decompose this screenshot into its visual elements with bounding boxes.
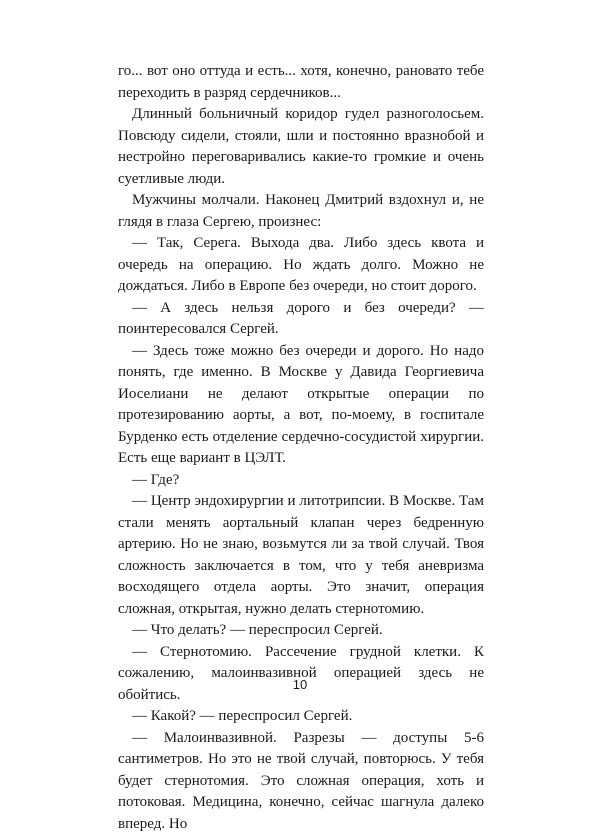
paragraph-10: — Стернотомию. Рассечение грудной клетки. К сожалению, малоинвазивной операцией здесь не обойтись. xyxy=(118,642,484,707)
paragraph-3: Мужчины молчали. Наконец Дмитрий вздохнул и, не глядя в глаза Сергею, произнес: xyxy=(118,190,484,233)
paragraph-5: — А здесь нельзя дорого и без очереди? — поинтересовался Сергей. xyxy=(118,298,484,341)
paragraph-11: — Какой? — переспросил Сергей. xyxy=(118,706,484,728)
paragraph-7: — Где? xyxy=(118,470,484,492)
page-number: 10 xyxy=(0,677,600,692)
paragraph-6: — Здесь тоже можно без очереди и дорого. Но надо понять, где именно. В Москве у Давида Георгиевича Иоселиани не делают открытые операции по протезированию аорты, а вот, по-моему, в госпитале Бурденко есть отделение сердечно-сосудистой хирургии. Есть еще вариант в ЦЭЛТ. xyxy=(118,341,484,470)
page-text xyxy=(118,61,484,835)
paragraph-2: Длинный больничный коридор гудел разноголосьем. Повсюду сидели, стояли, шли и постоянно вразнобой и нестройно переговаривались какие-то громкие и очень суетливые люди. xyxy=(118,104,484,190)
paragraph-8: — Центр эндохирургии и литотрипсии. В Москве. Там стали менять аортальный клапан через бедренную артерию. Но не знаю, возьмутся ли за твой случай. Твоя сложность заключается в том, что у тебя аневризма восходящего отдела аорты. Это значит, операция сложная, открытая, нужно делать стернотомию. xyxy=(118,491,484,620)
paragraph-12: — Малоинвазивной. Разрезы — доступы 5-6 сантиметров. Но это не твой случай, повторюсь. У тебя будет стернотомия. Это сложная операция, хоть и потоковая. Медицина, конечно, сейчас шагнула далеко вперед. Но xyxy=(118,728,484,835)
paragraph-9: — Что делать? — переспросил Сергей. xyxy=(118,620,484,642)
paragraph-1: го... вот оно оттуда и есть... хотя, конечно, рановато тебе переходить в разряд сердечников... xyxy=(118,61,484,104)
paragraph-4: — Так, Серега. Выхода два. Либо здесь квота и очередь на операцию. Но ждать долго. Можно не дождаться. Либо в Европе без очереди, но стоит дорого. xyxy=(118,233,484,298)
